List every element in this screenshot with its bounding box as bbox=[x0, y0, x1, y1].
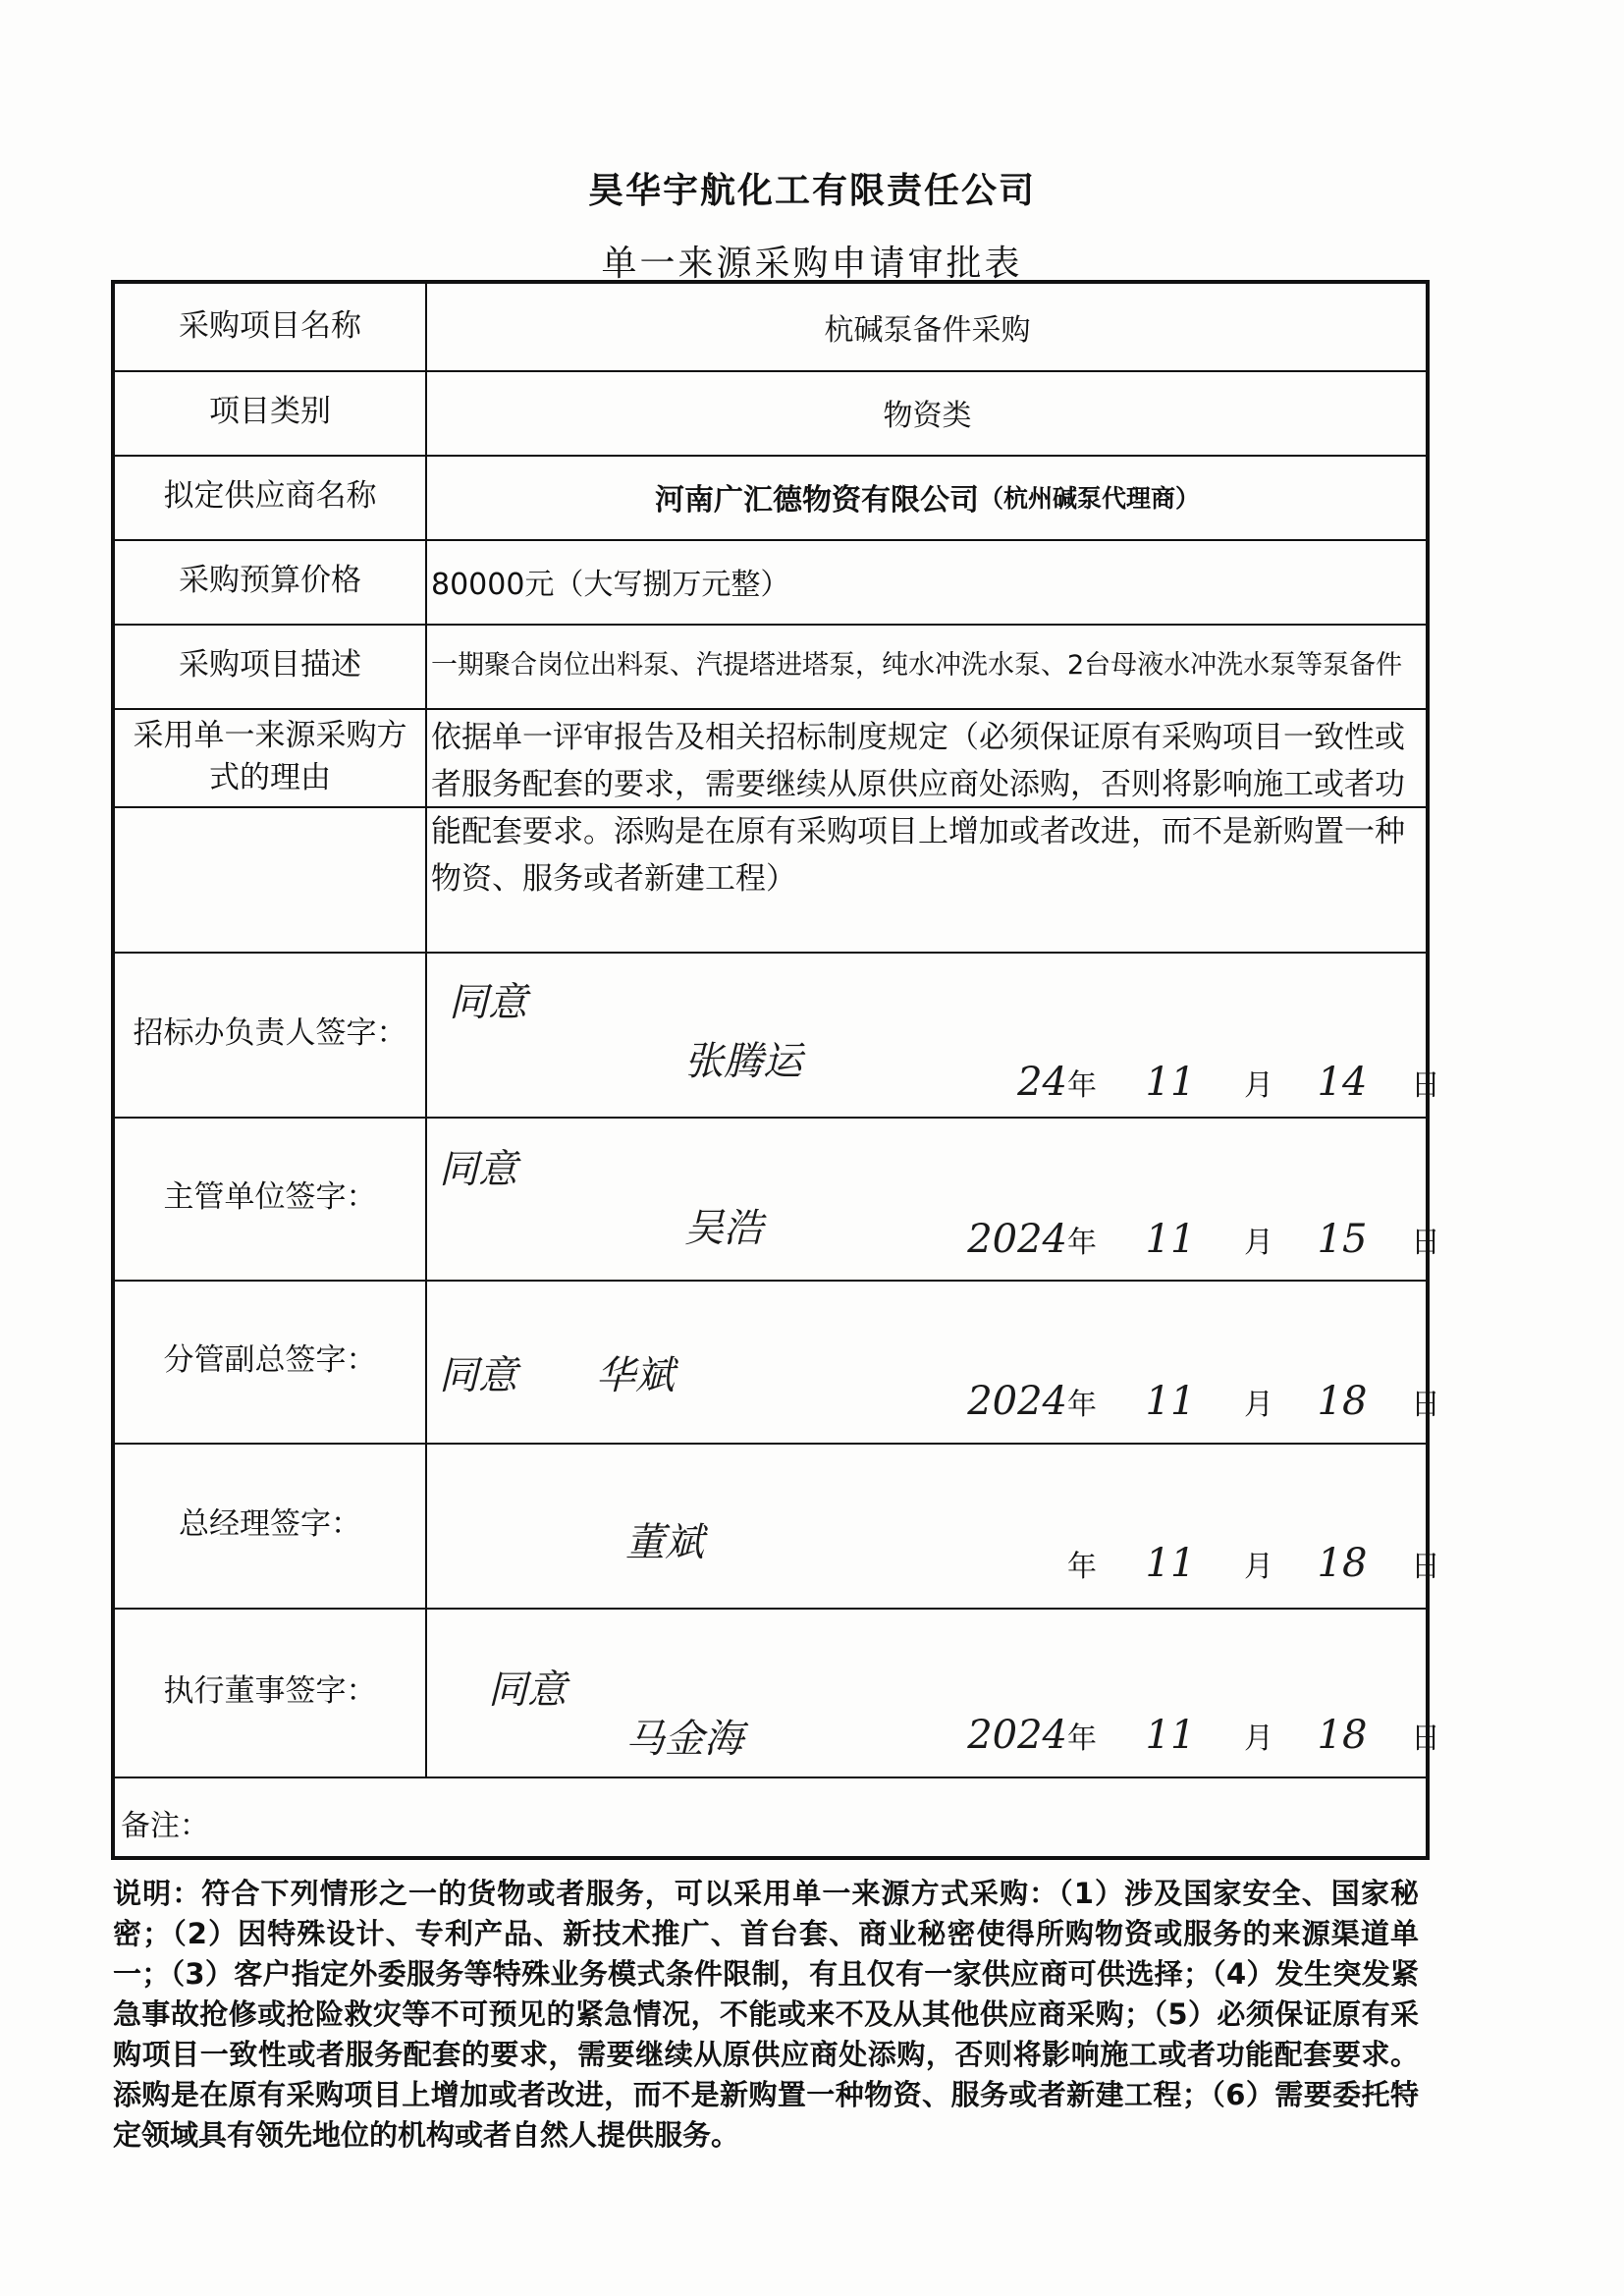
date-year: 2024 bbox=[967, 1379, 1067, 1424]
row-divider bbox=[115, 1777, 1426, 1778]
handwritten-signature: 张腾运 bbox=[684, 1039, 802, 1084]
supplier-label: 拟定供应商名称 bbox=[163, 478, 377, 515]
date-day: 18 bbox=[1317, 1379, 1368, 1424]
signature-label: 主管单位签字： bbox=[163, 1179, 377, 1216]
supplier-note: （杭州碱泵代理商） bbox=[978, 484, 1200, 513]
budget-value: 80000元（大写捌万元整） bbox=[431, 568, 790, 602]
handwritten-opinion: 同意 bbox=[449, 980, 527, 1025]
day-unit: 日 bbox=[1411, 1388, 1440, 1422]
date-day: 18 bbox=[1317, 1541, 1368, 1586]
month-unit: 月 bbox=[1244, 1226, 1273, 1260]
handwritten-opinion: 同意 bbox=[439, 1147, 517, 1192]
day-unit: 日 bbox=[1411, 1226, 1440, 1260]
date-month: 11 bbox=[1145, 1060, 1196, 1105]
handwritten-opinion: 同意 bbox=[488, 1667, 567, 1713]
date-month: 11 bbox=[1145, 1541, 1196, 1586]
handwritten-signature: 马金海 bbox=[625, 1717, 743, 1762]
signature-date bbox=[871, 1541, 1440, 1586]
signature-date bbox=[979, 1060, 1440, 1105]
date-day: 18 bbox=[1317, 1713, 1368, 1758]
year-unit: 年 bbox=[1067, 1068, 1097, 1103]
month-unit: 月 bbox=[1244, 1722, 1273, 1756]
year-unit: 年 bbox=[1067, 1226, 1097, 1260]
supplier-name: 河南广汇德物资有限公司 bbox=[654, 483, 979, 518]
date-year: 2024 bbox=[967, 1713, 1067, 1758]
day-unit: 日 bbox=[1411, 1068, 1440, 1103]
signature-label: 招标办负责人签字： bbox=[133, 1015, 407, 1052]
signature-date bbox=[871, 1713, 1440, 1758]
explanatory-notes: 说明：符合下列情形之一的货物或者服务，可以采用单一来源方式采购：（1）涉及国家安全、国家秘密；（2）因特殊设计、专利产品、新技术推广、首台套、商业秘密使得所购物资或服务的来源渠道单一；（3）客户指定外委服务等特殊业务模式条件限制，有且仅有一家供应商可供选择；（4）发生突发紧急事故抢修或抢险救灾等不可预见的紧急情况，不能或来不及从其他供应商采购；（5）必须保证原有采购项目一致性或者服务配套的要求，需要继续从原供应商处添购，否则将影响施工或者功能配套要求。添购是在原有采购项目上增加或者改进，而不是新购置一种物资、服务或者新建工程；（6）需要委托特定领域具有领先地位的机构或者自然人提供服务。 bbox=[113, 1877, 1419, 2152]
handwritten-signature: 董斌 bbox=[625, 1520, 704, 1565]
project-category-label: 项目类别 bbox=[209, 394, 331, 430]
budget-label: 采购预算价格 bbox=[179, 563, 361, 599]
project-category-value: 物资类 bbox=[883, 399, 972, 433]
month-unit: 月 bbox=[1244, 1068, 1273, 1103]
day-unit: 日 bbox=[1411, 1550, 1440, 1584]
reason-value: 依据单一评审报告及相关招标制度规定（必须保证原有采购项目一致性或者服务配套的要求，需要继续从原供应商处添购，否则将影响施工或者功能配套要求。添购是在原有采购项目上增加或者改进，而不是新购置一种物资、服务或者新建工程） bbox=[431, 720, 1405, 898]
date-month: 11 bbox=[1145, 1217, 1196, 1262]
date-day: 14 bbox=[1317, 1060, 1368, 1105]
company-name: 昊华宇航化工有限责任公司 bbox=[587, 171, 1036, 211]
date-year: 24 bbox=[1017, 1060, 1067, 1105]
date-day: 15 bbox=[1317, 1217, 1368, 1262]
description-value: 一期聚合岗位出料泵、汽提塔进塔泵，纯水冲洗水泵、2台母液水冲洗水泵等泵备件 bbox=[431, 650, 1403, 682]
remarks-label: 备注： bbox=[121, 1809, 209, 1843]
date-month: 11 bbox=[1145, 1713, 1196, 1758]
year-unit: 年 bbox=[1067, 1388, 1097, 1422]
handwritten-signature: 吴浩 bbox=[684, 1206, 763, 1251]
signature-date bbox=[871, 1379, 1440, 1424]
handwritten-signature: 华斌 bbox=[596, 1353, 675, 1398]
signature-date bbox=[871, 1217, 1440, 1262]
signature-label: 分管副总签字： bbox=[163, 1342, 377, 1379]
form-title: 单一来源采购申请审批表 bbox=[601, 244, 1023, 284]
handwritten-opinion: 同意 bbox=[439, 1353, 517, 1398]
date-year: 2024 bbox=[967, 1217, 1067, 1262]
supplier-value-cell bbox=[427, 455, 1428, 539]
reason-label: 采用单一来源采购方式的理由 bbox=[133, 717, 407, 795]
date-month: 11 bbox=[1145, 1379, 1196, 1424]
description-label: 采购项目描述 bbox=[179, 647, 361, 683]
project-name-value: 杭碱泵备件采购 bbox=[824, 313, 1031, 348]
year-unit: 年 bbox=[1067, 1722, 1097, 1756]
day-unit: 日 bbox=[1411, 1722, 1440, 1756]
month-unit: 月 bbox=[1244, 1550, 1273, 1584]
approval-form bbox=[111, 280, 1440, 1860]
project-name-label: 采购项目名称 bbox=[179, 308, 361, 345]
signature-label: 总经理签字： bbox=[179, 1506, 361, 1543]
year-unit: 年 bbox=[1067, 1550, 1097, 1584]
month-unit: 月 bbox=[1244, 1388, 1273, 1422]
signature-label: 执行董事签字： bbox=[163, 1673, 377, 1710]
